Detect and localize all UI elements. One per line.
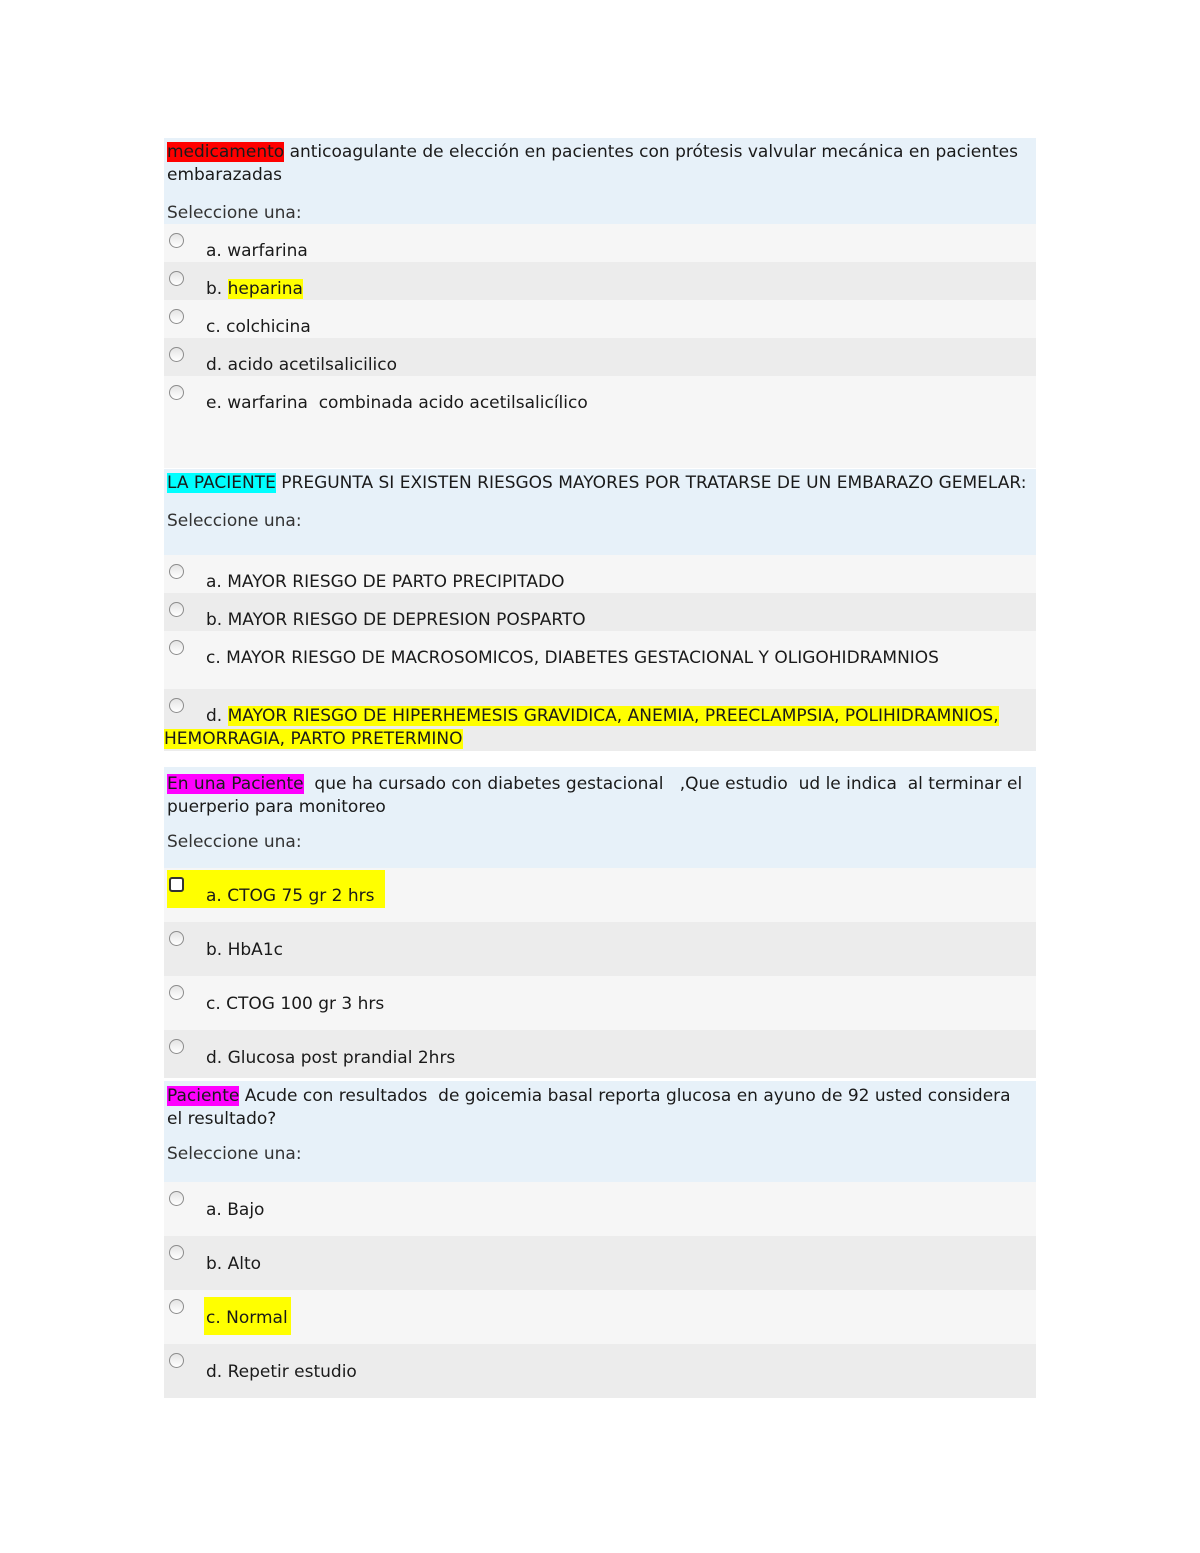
radio-button[interactable] bbox=[169, 309, 184, 324]
radio-button-selected[interactable] bbox=[169, 877, 184, 892]
radio-button[interactable] bbox=[169, 233, 184, 248]
radio-button[interactable] bbox=[169, 602, 184, 617]
radio-button[interactable] bbox=[169, 385, 184, 400]
select-label: Seleccione una: bbox=[167, 511, 302, 531]
option-d[interactable]: d. Repetir estudio bbox=[164, 1344, 1036, 1398]
option-d[interactable]: d. acido acetilsalicilico bbox=[164, 338, 1036, 376]
question-prompt bbox=[164, 767, 1036, 868]
option-b[interactable]: b. heparina bbox=[164, 262, 1036, 300]
radio-button[interactable] bbox=[169, 985, 184, 1000]
highlighted-keyword: En una Paciente bbox=[167, 774, 304, 794]
highlighted-keyword: Paciente bbox=[167, 1086, 240, 1106]
question-prompt bbox=[164, 138, 1036, 224]
option-c[interactable]: c. MAYOR RIESGO DE MACROSOMICOS, DIABETES GESTACIONAL Y OLIGOHIDRAMNIOS bbox=[164, 631, 1036, 689]
option-b[interactable]: b. HbA1c bbox=[164, 922, 1036, 976]
option-a[interactable]: a. CTOG 75 gr 2 hrs bbox=[164, 868, 1036, 922]
radio-button[interactable] bbox=[169, 1245, 184, 1260]
highlighted-answer: heparina bbox=[227, 279, 303, 299]
select-label: Seleccione una: bbox=[167, 1144, 302, 1164]
radio-button[interactable] bbox=[169, 271, 184, 286]
question-prompt bbox=[164, 469, 1036, 555]
select-label: Seleccione una: bbox=[167, 203, 302, 223]
highlighted-answer: MAYOR RIESGO DE HIPERHEMESIS GRAVIDICA, ANEMIA, PREECLAMPSIA, POLIHIDRAMNIOS, HEMORRAGIA, PARTO PRETERMINO bbox=[164, 706, 999, 749]
select-label: Seleccione una: bbox=[167, 832, 302, 852]
option-c[interactable]: c. Normal bbox=[164, 1290, 1036, 1344]
question-prompt bbox=[164, 1081, 1036, 1182]
question-text: LA PACIENTE PREGUNTA SI EXISTEN RIESGOS MAYORES POR TRATARSE DE UN EMBARAZO GEMELAR: bbox=[167, 473, 1027, 493]
option-b[interactable]: b. MAYOR RIESGO DE DEPRESION POSPARTO bbox=[164, 593, 1036, 631]
highlighted-keyword: LA PACIENTE bbox=[167, 473, 276, 493]
radio-button[interactable] bbox=[169, 1353, 184, 1368]
option-a[interactable]: a. Bajo bbox=[164, 1182, 1036, 1236]
option-a[interactable]: a. warfarina bbox=[164, 224, 1036, 262]
radio-button[interactable] bbox=[169, 1039, 184, 1054]
question-2 bbox=[164, 469, 1036, 751]
option-d[interactable]: d. MAYOR RIESGO DE HIPERHEMESIS GRAVIDICA, ANEMIA, PREECLAMPSIA, POLIHIDRAMNIOS, HEMORRAGIA, PARTO PRETERMINO bbox=[164, 689, 1036, 751]
radio-button[interactable] bbox=[169, 1191, 184, 1206]
option-d[interactable]: d. Glucosa post prandial 2hrs bbox=[164, 1030, 1036, 1078]
highlighted-keyword: medicamento bbox=[167, 142, 285, 162]
option-e[interactable]: e. warfarina combinada acido acetilsalicílico bbox=[164, 376, 1036, 468]
option-c[interactable]: c. CTOG 100 gr 3 hrs bbox=[164, 976, 1036, 1030]
question-text: En una Paciente que ha cursado con diabetes gestacional ,Que estudio ud le indica al terminar el puerperio para monitoreo bbox=[167, 774, 1028, 817]
option-c[interactable]: c. colchicina bbox=[164, 300, 1036, 338]
radio-button[interactable] bbox=[169, 347, 184, 362]
question-3 bbox=[164, 767, 1036, 1078]
radio-button[interactable] bbox=[169, 564, 184, 579]
question-4 bbox=[164, 1081, 1036, 1398]
radio-button[interactable] bbox=[169, 1299, 184, 1314]
option-b[interactable]: b. Alto bbox=[164, 1236, 1036, 1290]
question-text: Paciente Acude con resultados de goicemia basal reporta glucosa en ayuno de 92 usted considera el resultado? bbox=[167, 1086, 1016, 1129]
radio-button[interactable] bbox=[169, 931, 184, 946]
question-text: medicamento anticoagulante de elección en pacientes con prótesis valvular mecánica en pacientes embarazadas bbox=[167, 142, 1019, 185]
option-a[interactable]: a. MAYOR RIESGO DE PARTO PRECIPITADO bbox=[164, 555, 1036, 593]
question-1 bbox=[164, 138, 1036, 468]
